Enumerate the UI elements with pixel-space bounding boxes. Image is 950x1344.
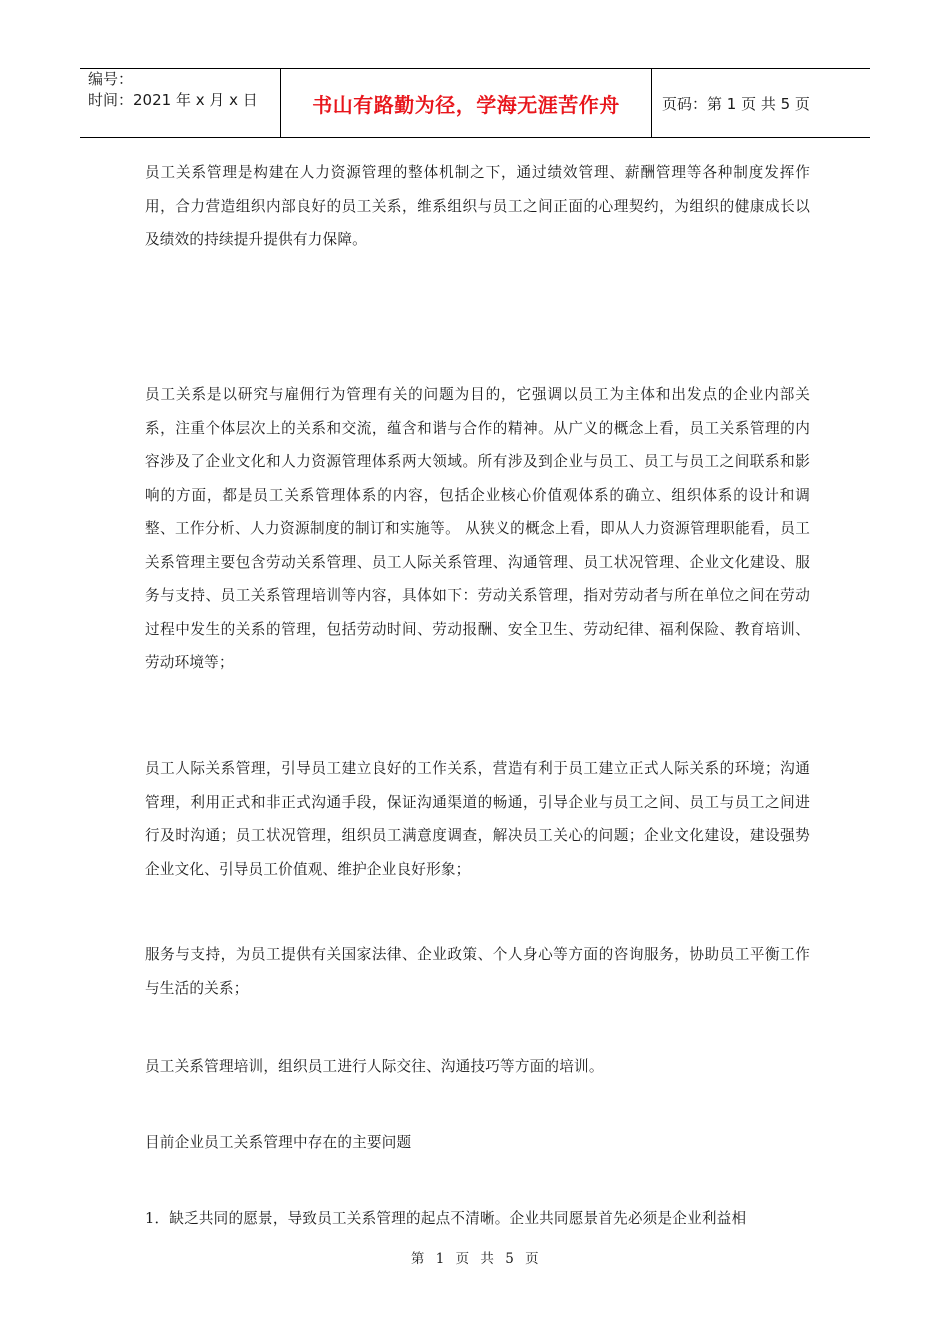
- section-heading-problems: 目前企业员工关系管理中存在的主要问题: [145, 1134, 412, 1151]
- paragraph-intro: 员工关系管理是构建在人力资源管理的整体机制之下，通过绩效管理、薪酬管理等各种制度发挥作用，合力营造组织内部良好的员工关系，维系组织与员工之间正面的心理契约，为组织的健康成长以及绩效的持续提升提供有力保障。: [145, 164, 810, 248]
- footer-di: 第: [410, 1251, 425, 1267]
- footer-total-pages: 5: [505, 1251, 515, 1267]
- paragraph-definition: 员工关系是以研究与雇佣行为管理有关的问题为目的，它强调以员工为主体和出发点的企业内部关系，注重个体层次上的关系和交流，蕴含和谐与合作的精神。从广义的概念上看，员工关系管理的内容涉及了企业文化和人力资源管理体系两大领域。所有涉及到企业与员工、员工与员工之间联系和影响的方面，都是员工关系管理体系的内容，包括企业核心价值观体系的确立、组织体系的设计和调整、工作分析、人力资源制度的制订和实施等。 从狭义的概念上看，即从人力资源管理职能看，员工关系管理主要包含劳动关系管理、员工人际关系管理、沟通管理、员工状况管理、企业文化建设、服务与支持、员工关系管理培训等内容，具体如下：劳动关系管理，指对劳动者与所在单位之间在劳动过程中发生的关系的管理，包括劳动时间、劳动报酬、安全卫生、劳动纪律、福利保险、教育培训、劳动环境等；: [145, 386, 810, 671]
- paragraph-service: 服务与支持，为员工提供有关国家法律、企业政策、个人身心等方面的咨询服务，协助员工平衡工作与生活的关系；: [145, 946, 810, 997]
- header-motto-cell: [281, 69, 652, 137]
- header-meta: [80, 69, 281, 137]
- footer-gong: 共: [480, 1251, 495, 1267]
- list-item-1: 1．缺乏共同的愿景，导致员工关系管理的起点不清晰。企业共同愿景首先必须是企业利益相: [145, 1210, 747, 1227]
- footer-ye: 页: [455, 1251, 470, 1267]
- header-motto: 书山有路勤为径，学海无涯苦作舟: [312, 92, 620, 117]
- footer-ye2: 页: [525, 1251, 540, 1267]
- paragraph-training: 员工关系管理培训，组织员工进行人际交往、沟通技巧等方面的培训。: [145, 1058, 604, 1075]
- page-footer: [0, 1247, 950, 1267]
- document-time-label: 时间：2021 年 x 月 x 日: [88, 91, 258, 109]
- paragraph-interpersonal: 员工人际关系管理，引导员工建立良好的工作关系，营造有利于员工建立正式人际关系的环境；沟通管理，利用正式和非正式沟通手段，保证沟通渠道的畅通，引导企业与员工之间、员工与员工之间进行及时沟通；员工状况管理，组织员工满意度调查，解决员工关心的问题；企业文化建设，建设强势企业文化、引导员工价值观、维护企业良好形象；: [145, 760, 810, 878]
- page-header: [80, 68, 870, 138]
- document-number-label: 编号：: [88, 70, 134, 88]
- header-page-info: 页码：第 1 页 共 5 页: [662, 94, 810, 113]
- footer-page-number: 1: [435, 1251, 445, 1267]
